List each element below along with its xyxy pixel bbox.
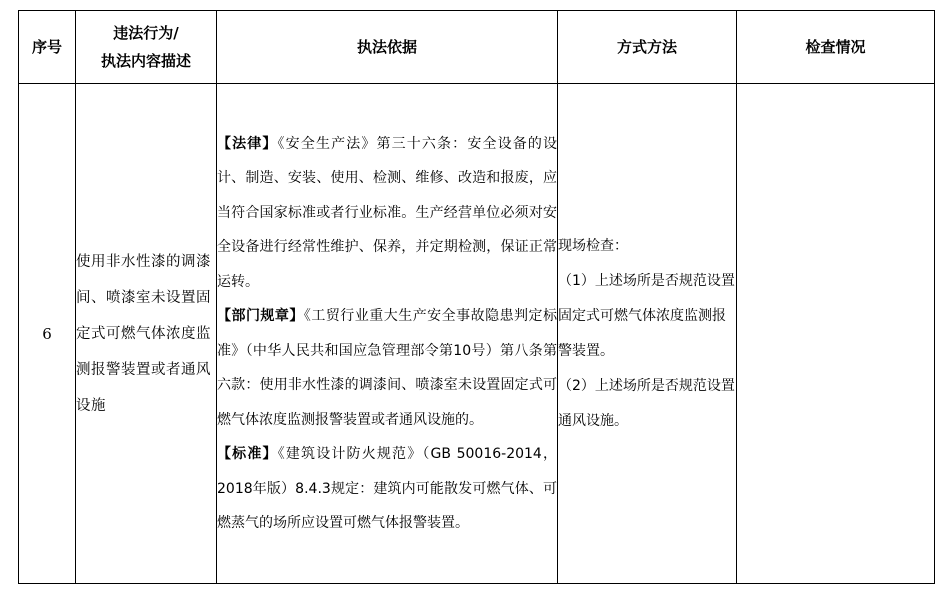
header-method: 方式方法	[558, 11, 737, 84]
method-line-1: （1）上述场所是否规范设置固定式可燃气体浓度监测报警装置。	[558, 272, 735, 359]
table-row	[19, 84, 935, 584]
header-basis: 执法依据	[217, 11, 558, 84]
header-no: 序号	[19, 11, 76, 84]
cell-no: 6	[19, 84, 76, 584]
cell-basis	[217, 84, 558, 584]
cell-check[interactable]	[737, 84, 935, 584]
inspection-table	[18, 10, 935, 584]
header-act-line1: 违法行为/	[113, 24, 179, 42]
header-check: 检查情况	[737, 11, 935, 84]
header-row	[19, 11, 935, 84]
basis-law-tag: 【法律】	[217, 135, 278, 152]
cell-act: 使用非水性漆的调漆间、喷漆室未设置固定式可燃气体浓度监测报警装置或者通风设施	[76, 84, 217, 584]
basis-law-text: 《安全生产法》第三十六条：安全设备的设计、制造、安装、使用、检测、维修、改造和报废，应当符合国家标准或者行业标准。生产经营单位必须对安全设备进行经常性维护、保养，并定期检测，保证正常运转。	[217, 135, 558, 290]
basis-regulation	[217, 299, 557, 437]
basis-law	[217, 127, 557, 300]
basis-regulation-text: 《工贸行业重大生产安全事故隐患判定标准》（中华人民共和国应急管理部令第10号）第八条第六款：使用非水性漆的调漆间、喷漆室未设置固定式可燃气体浓度监测报警装置或者通风设施的。	[217, 308, 558, 428]
header-act-line2: 执法内容描述	[100, 52, 191, 70]
cell-method	[558, 84, 737, 584]
header-act	[76, 11, 217, 84]
method-line-0: 现场检查：	[558, 237, 628, 254]
method-line-2: （2）上述场所是否规范设置通风设施。	[558, 377, 735, 429]
basis-regulation-tag: 【部门规章】	[217, 308, 304, 324]
basis-standard-text: 《建筑设计防火规范》（GB 50016-2014，2018年版）8.4.3规定：建筑内可能散发可燃气体、可燃蒸气的场所应设置可燃气体报警装置。	[217, 446, 558, 531]
basis-standard	[217, 437, 557, 541]
basis-standard-tag: 【标准】	[217, 446, 278, 462]
